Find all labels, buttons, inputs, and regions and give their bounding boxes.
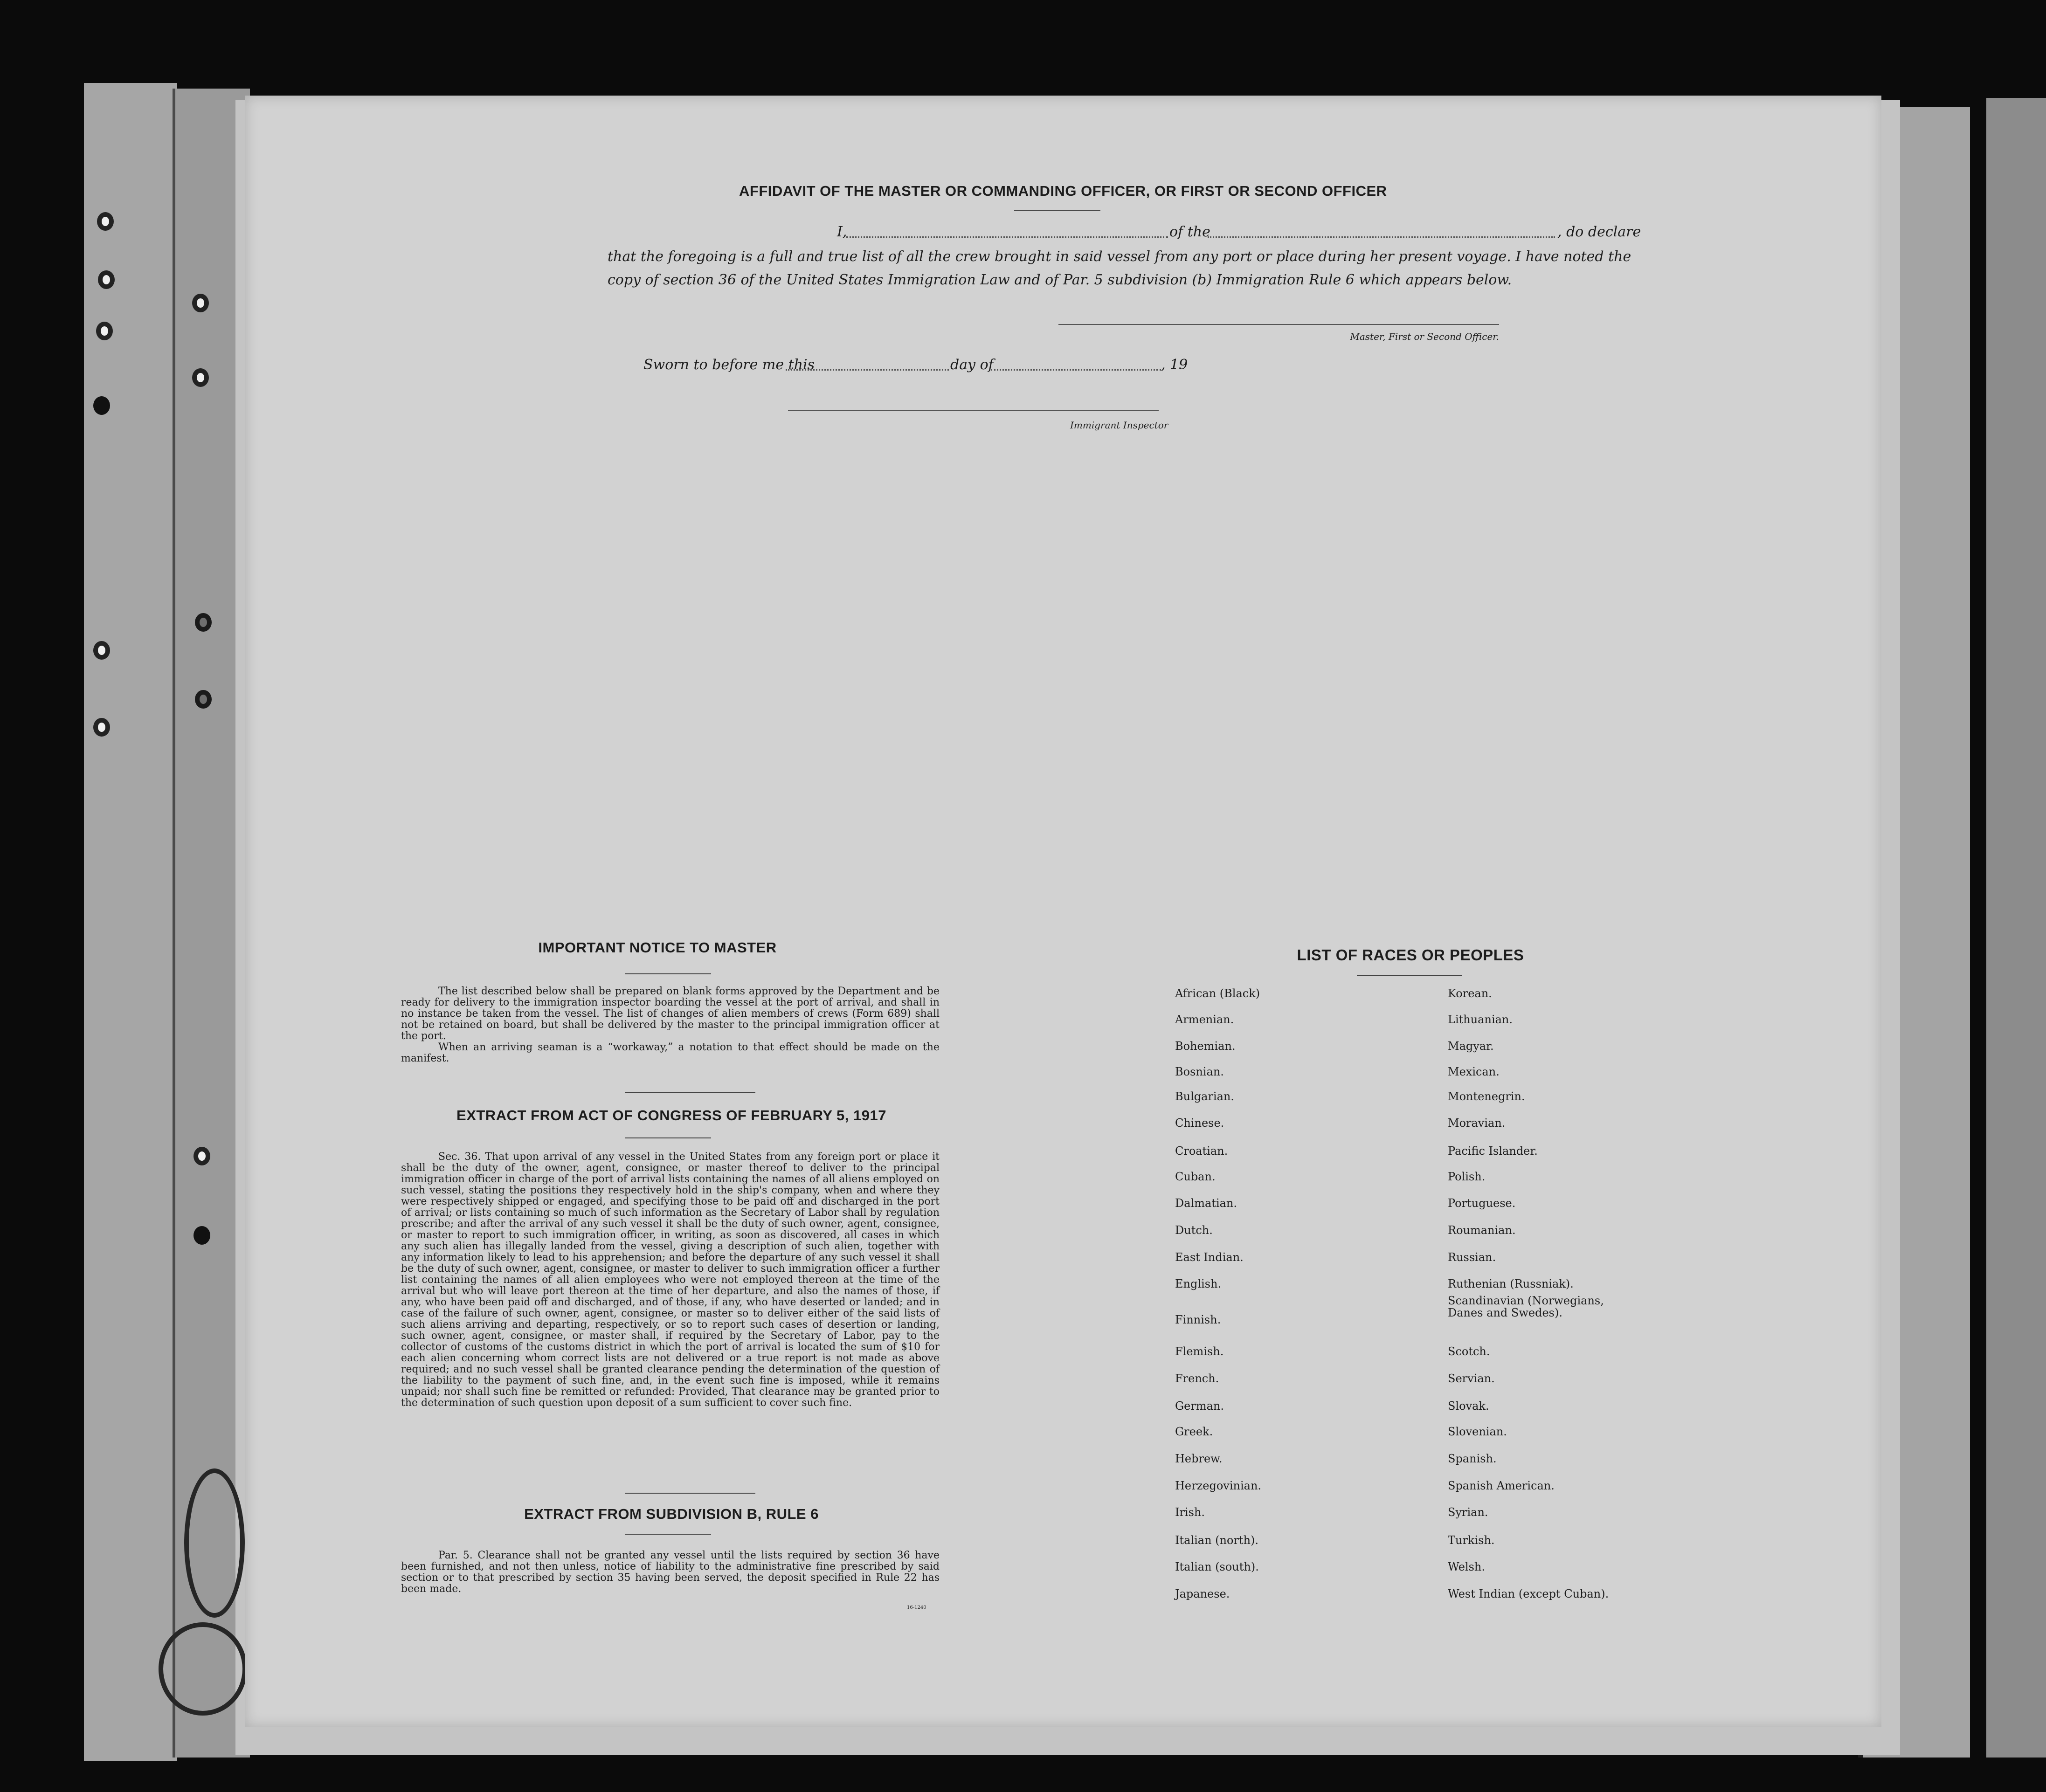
rule-extract-text: Par. 5. Clearance shall not be granted any vessel until the lists required by section 36 have been furnished, and not then unless, notice of liability to the administrative fine prescribed by said section or to that prescribed by section 35 having been served, the deposit specified in Rule 22 has been made. [401, 1550, 940, 1595]
race-item: Slovak. [1448, 1399, 1489, 1413]
notice-body [401, 986, 940, 1064]
race-item: Finnish. [1175, 1313, 1221, 1326]
binder-hole [98, 270, 115, 289]
race-item: Bosnian. [1175, 1065, 1224, 1078]
binder-hole [93, 396, 110, 415]
race-item: Croatian. [1175, 1144, 1228, 1158]
vessel-name-field[interactable] [1208, 236, 1555, 238]
notice-title: IMPORTANT NOTICE TO MASTER [538, 939, 777, 956]
race-item: Moravian. [1448, 1117, 1506, 1130]
race-item: Ruthenian (Russniak). [1448, 1277, 1574, 1290]
affidavit-i-label: I, [837, 224, 847, 240]
act-extract-body [401, 1151, 940, 1409]
rule-extract-body [401, 1550, 940, 1595]
race-item: Flemish. [1175, 1345, 1224, 1358]
race-item: Scotch. [1448, 1345, 1490, 1358]
race-item: Russian. [1448, 1251, 1496, 1264]
binder-hole [192, 294, 209, 312]
race-item: Herzegovinian. [1175, 1479, 1262, 1492]
race-item: Cuban. [1175, 1170, 1216, 1183]
binder-right-edge [1986, 98, 2046, 1758]
race-item: Lithuanian. [1448, 1013, 1513, 1026]
race-item: Bohemian. [1175, 1040, 1236, 1053]
ink-scrawl [159, 1622, 247, 1716]
race-item: Pacific Islander. [1448, 1144, 1538, 1158]
binder-hole [194, 1147, 210, 1165]
binder-hole [93, 718, 110, 737]
act-extract-text: Sec. 36. That upon arrival of any vessel in the United States from any foreign port or place it shall be the duty of the owner, agent, consignee, or master thereof to deliver to the principal immigration officer in charge of the port of arrival lists containing the names of all aliens employed on such vessel, stating the positions they respectively hold in the ship's company, when and where they were respectively shipped or engaged, and specifying those to be paid off and discharged in the port of arrival; or lists containing so much of such information as the Secretary of Labor shall by regulation prescribe; and after the arrival of any such vessel it shall be the duty of such owner, agent, consignee, or master to report to such immigration officer, in writing, as soon as discovered, all cases in which any such alien has illegally landed from the vessel, giving a description of such alien, together with any information likely to lead to his apprehension; and before the departure of any such vessel it shall be the duty of such owner, agent, consignee, or master to deliver to such immigration officer a further list containing the names of all alien employees who were not employed thereon at the time of the arrival but who will leave port thereon at the time of her departure, and also the names of those, if any, who have been paid off and discharged, and of those, if any, who have deserted or landed; and in case of the failure of such owner, agent, consignee, or master so to deliver either of the said lists of such aliens arriving and departing, respectively, or so to report such cases of desertion or landing, such owner, agent, consignee, or master shall, if required by the Secretary of Labor, pay to the collector of customs of the customs district in which the port of arrival is located the sum of $10 for each alien concerning whom correct lists are not delivered or a true report is not made as above required; and no such vessel shall be granted clearance pending the determination of the question of the liability to the payment of such fine, and, in the event such fine is imposed, while it remains unpaid; nor shall such fine be remitted or refunded: Provided, That clearance may be granted prior to the determination of such question upon deposit of a sum sufficient to cover such fine. [401, 1151, 940, 1409]
affidavit-title: AFFIDAVIT OF THE MASTER OR COMMANDING OFFICER, OR FIRST OR SECOND OFFICER [739, 183, 1387, 199]
notice-rule [625, 973, 711, 974]
section-divider [625, 1493, 755, 1494]
rule-extract-rule [625, 1534, 711, 1535]
race-item: Montenegrin. [1448, 1090, 1525, 1103]
master-caption: Master, First or Second Officer. [1350, 331, 1499, 342]
race-item: Hebrew. [1175, 1452, 1223, 1465]
affidavit-line-3: copy of section 36 of the United States Immigration Law and of Par. 5 subdivision (b) Immigration Rule 6 which appears below. [608, 272, 1512, 288]
races-title: LIST OF RACES OR PEOPLES [1297, 946, 1524, 964]
race-item: Polish. [1448, 1170, 1486, 1183]
affidavit-of-the-label: of the [1169, 224, 1210, 240]
master-signature-line[interactable] [1058, 324, 1499, 325]
inspector-signature-line[interactable] [788, 410, 1159, 411]
race-item: Dutch. [1175, 1224, 1213, 1237]
race-item: German. [1175, 1399, 1224, 1413]
race-item: Japanese. [1175, 1587, 1230, 1600]
race-item: Mexican. [1448, 1065, 1500, 1078]
race-item: Greek. [1175, 1425, 1213, 1438]
race-item: Bulgarian. [1175, 1090, 1234, 1103]
binder-hole [96, 322, 113, 340]
binder-hole [192, 368, 209, 387]
race-item: French. [1175, 1372, 1219, 1385]
sworn-month-field[interactable] [991, 369, 1161, 371]
day-of-label: day of [950, 357, 994, 373]
binder-hole [194, 1226, 210, 1245]
act-extract-rule [625, 1137, 711, 1138]
race-item: Roumanian. [1448, 1224, 1516, 1237]
race-item: Scandinavian (Norwegians, Danes and Swedes). [1448, 1294, 1604, 1319]
inspector-caption: Immigrant Inspector [1070, 420, 1168, 431]
ink-scrawl [184, 1468, 245, 1618]
master-name-field[interactable] [846, 236, 1168, 238]
race-item: Spanish. [1448, 1452, 1497, 1465]
sworn-day-field[interactable] [786, 369, 949, 371]
race-item: Irish. [1175, 1506, 1205, 1519]
binder-hole [195, 613, 212, 632]
race-item: Korean. [1448, 987, 1492, 1000]
act-extract-title: EXTRACT FROM ACT OF CONGRESS OF FEBRUARY 5, 1917 [456, 1107, 886, 1123]
race-item: Servian. [1448, 1372, 1495, 1385]
section-divider [625, 1092, 755, 1093]
title-rule [1014, 210, 1100, 211]
race-item: Portuguese. [1448, 1197, 1516, 1210]
binder-hole [93, 641, 110, 660]
race-item: East Indian. [1175, 1251, 1244, 1264]
notice-paragraph-1: The list described below shall be prepared on blank forms approved by the Department and be ready for delivery to the immigration inspector boarding the vessel at the port of arrival, and shall in no instance be taken from the vessel. The list of changes of alien members of crews (Form 689) shall not be retained on board, but shall be delivered by the master to the principal immigration officer at the port. [401, 986, 940, 1042]
race-item: African (Black) [1175, 987, 1260, 1000]
race-item: Turkish. [1448, 1534, 1495, 1547]
binder-hole [97, 212, 114, 231]
race-item: Spanish American. [1448, 1479, 1555, 1492]
race-item: Slovenian. [1448, 1425, 1507, 1438]
year-prefix: , 19 [1161, 357, 1188, 373]
races-rule [1357, 975, 1462, 976]
binder-hole [195, 690, 212, 709]
form-page [245, 96, 1881, 1727]
affidavit-line-2: that the foregoing is a full and true list of all the crew brought in said vessel from any port or place during her present voyage. I have noted the [608, 248, 1631, 265]
race-item: English. [1175, 1277, 1222, 1290]
affidavit-do-declare: , do declare [1557, 224, 1641, 240]
notice-paragraph-2: When an arriving seaman is a “workaway,” a notation to that effect should be made on the manifest. [401, 1041, 940, 1064]
race-item: Syrian. [1448, 1506, 1488, 1519]
race-item: Dalmatian. [1175, 1197, 1237, 1210]
rule-extract-title: EXTRACT FROM SUBDIVISION B, RULE 6 [524, 1506, 819, 1522]
race-item: Welsh. [1448, 1560, 1485, 1573]
race-item: Italian (north). [1175, 1534, 1259, 1547]
race-item: Italian (south). [1175, 1560, 1259, 1573]
race-item: Chinese. [1175, 1117, 1224, 1130]
race-item: Magyar. [1448, 1040, 1494, 1053]
form-number: 16-1240 [907, 1605, 926, 1610]
race-item: West Indian (except Cuban). [1448, 1587, 1609, 1600]
race-item: Armenian. [1175, 1013, 1234, 1026]
sworn-label: Sworn to before me this [643, 357, 815, 373]
